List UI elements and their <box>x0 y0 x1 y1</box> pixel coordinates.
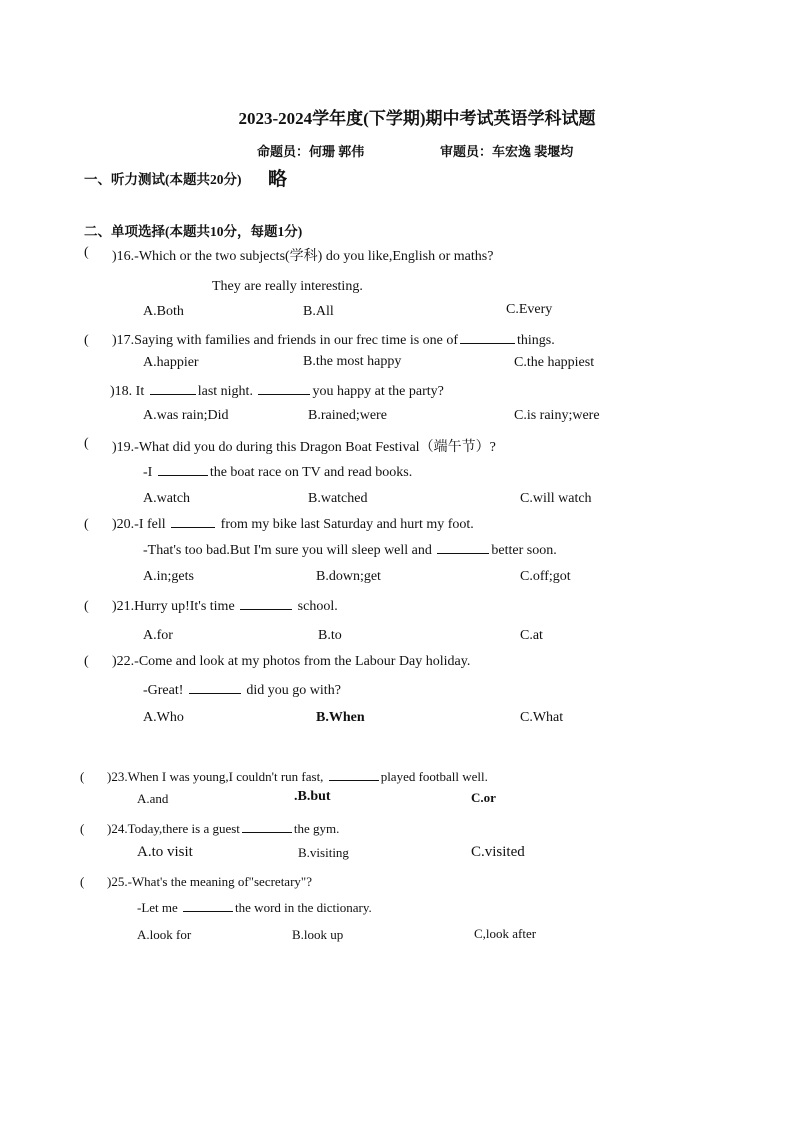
option-a[interactable]: A.Both <box>143 304 184 319</box>
stem-part: -I <box>143 465 153 480</box>
stem-part: last night. <box>197 384 253 399</box>
answer-blank[interactable] <box>189 692 241 694</box>
question-stem <box>110 384 444 400</box>
option-c[interactable]: C.the happiest <box>514 355 595 370</box>
option-b[interactable]: B.the most happy <box>303 354 402 369</box>
exam-title: 2023-2024学年度(下学期)期中考试英语学科试题 <box>238 109 596 128</box>
stem-part: the boat race on TV and read books. <box>209 465 413 480</box>
option-c[interactable]: C.visited <box>471 844 525 860</box>
stem-part: from my bike last Saturday and hurt my foot. <box>220 517 474 532</box>
stem-part: played football well. <box>380 769 488 784</box>
stem-part: )21.Hurry up!It's time <box>112 599 235 614</box>
answer-blank[interactable] <box>437 552 489 554</box>
question-stem: )22.-Come and look at my photos from the Labour Day holiday. <box>112 654 471 669</box>
question-reviewers: 审题员：车宏逸 裴堰均 <box>440 144 574 159</box>
answer-blank[interactable] <box>460 342 515 344</box>
option-a[interactable]: A.watch <box>143 491 191 506</box>
stem-part: )24.Today,there is a guest <box>107 821 240 836</box>
question-line2 <box>137 900 372 916</box>
question-stem: )16.-Which or the two subjects(学科) do you like,English or maths? <box>112 249 494 264</box>
answer-blank[interactable] <box>242 831 292 833</box>
option-a[interactable]: A.to visit <box>137 844 193 860</box>
answer-blank[interactable] <box>158 474 208 476</box>
option-c[interactable]: C.or <box>471 790 496 805</box>
option-c[interactable]: C,look after <box>474 926 537 941</box>
option-c[interactable]: C.Every <box>506 302 553 317</box>
option-a[interactable]: A.and <box>137 791 169 806</box>
option-b[interactable]: B.look up <box>292 927 344 942</box>
option-b[interactable]: B.watched <box>308 491 368 506</box>
answer-blank[interactable] <box>329 779 379 781</box>
option-a[interactable]: A.in;gets <box>143 569 194 584</box>
option-c[interactable]: C.at <box>520 628 543 643</box>
answer-paren[interactable]: ( <box>84 517 89 532</box>
answer-paren[interactable]: ( <box>84 245 89 260</box>
option-b[interactable]: B.All <box>303 304 334 319</box>
stem-part: did you go with? <box>246 683 341 698</box>
option-b[interactable]: .B.but <box>294 789 331 804</box>
stem-part: school. <box>297 599 338 614</box>
stem-part: -Let me <box>137 900 178 915</box>
answer-paren[interactable]: ( <box>84 333 89 348</box>
stem-part: -That's too bad.But I'm sure you will sleep well and <box>143 543 432 558</box>
option-b[interactable]: B.down;get <box>316 569 381 584</box>
section-listening-heading: 一、听力测试(本题共20分) <box>84 172 242 187</box>
answer-blank[interactable] <box>171 526 215 528</box>
answer-paren[interactable]: ( <box>80 769 85 784</box>
question-line2: They are really interesting. <box>212 279 363 294</box>
answer-blank[interactable] <box>258 393 310 395</box>
question-stem <box>112 517 474 533</box>
answer-paren[interactable]: ( <box>80 821 85 836</box>
option-b[interactable]: B.to <box>318 628 342 643</box>
option-c[interactable]: C.will watch <box>520 491 592 506</box>
answer-blank[interactable] <box>240 608 292 610</box>
answer-paren[interactable]: ( <box>84 599 89 614</box>
option-a[interactable]: A.Who <box>143 710 184 725</box>
question-setters: 命题员：何珊 郭伟 <box>257 144 365 159</box>
option-c[interactable]: C.is rainy;were <box>514 408 600 423</box>
question-line2 <box>143 465 412 481</box>
answer-paren[interactable]: ( <box>84 654 89 669</box>
section-choice-heading: 二、单项选择(本题共10分，每题1分) <box>84 224 303 239</box>
question-stem <box>107 769 488 785</box>
stem-part: )18. It <box>110 384 145 399</box>
section-listening-omitted: 略 <box>268 169 288 190</box>
option-c[interactable]: C.What <box>520 710 564 725</box>
option-b[interactable]: B.rained;were <box>308 408 387 423</box>
option-a[interactable]: A.look for <box>137 927 192 942</box>
stem-part: )17.Saying with families and friends in our frec time is one of <box>112 333 459 348</box>
question-line2 <box>143 683 341 699</box>
answer-paren[interactable]: ( <box>84 436 89 451</box>
stem-part: )20.-I fell <box>112 517 166 532</box>
question-line2 <box>143 543 557 559</box>
question-stem <box>107 821 339 837</box>
option-b[interactable]: B.When <box>316 710 365 725</box>
option-a[interactable]: A.happier <box>143 355 199 370</box>
question-stem: )25.-What's the meaning of"secretary"? <box>107 874 312 889</box>
option-b[interactable]: B.visiting <box>298 845 349 860</box>
question-stem: )19.-What did you do during this Dragon Boat Festival（端午节）? <box>112 440 496 455</box>
option-c[interactable]: C.off;got <box>520 569 571 584</box>
stem-part: better soon. <box>491 543 557 558</box>
stem-part: things. <box>517 333 555 348</box>
stem-part: -Great! <box>143 683 184 698</box>
stem-part: the word in the dictionary. <box>235 900 372 915</box>
option-a[interactable]: A.for <box>143 628 173 643</box>
option-a[interactable]: A.was rain;Did <box>143 408 229 423</box>
question-stem <box>112 333 555 349</box>
answer-blank[interactable] <box>150 393 196 395</box>
question-stem <box>112 599 338 615</box>
stem-part: )23.When I was young,I couldn't run fast, <box>107 769 324 784</box>
stem-part: the gym. <box>293 821 340 836</box>
answer-paren[interactable]: ( <box>80 874 85 889</box>
answer-blank[interactable] <box>183 910 233 912</box>
stem-part: you happy at the party? <box>312 384 444 399</box>
